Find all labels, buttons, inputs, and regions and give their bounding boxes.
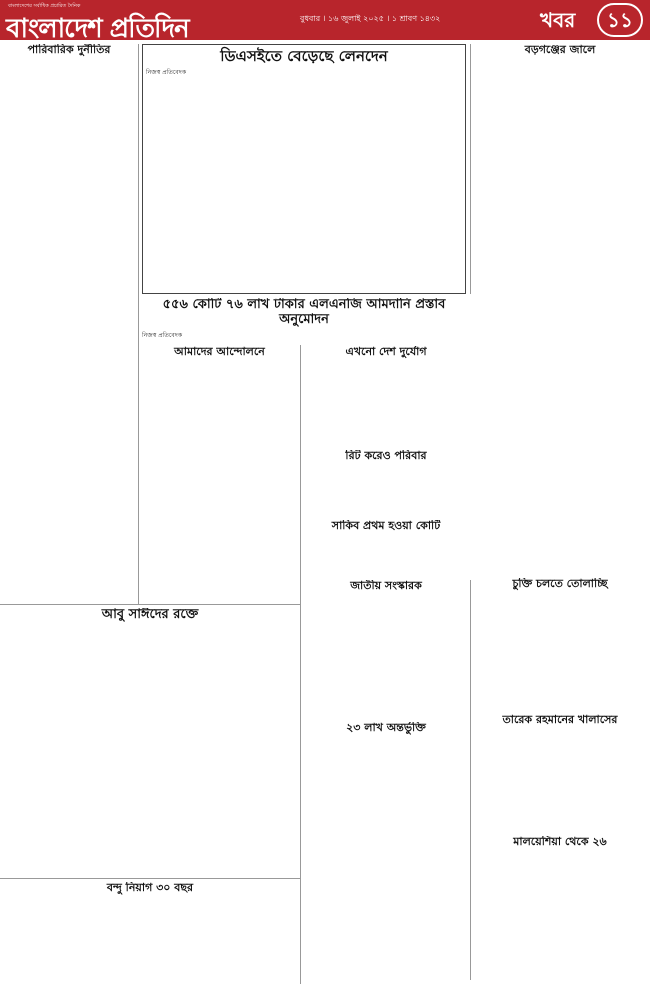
column-rule <box>470 44 471 294</box>
article-abu-sayeed <box>4 608 296 876</box>
headline: ডিএসইতে বেড়েছে লেনদেন <box>220 47 388 65</box>
headline: পারিবারিক দুর্নীতির <box>27 44 111 56</box>
article-national-reformer <box>304 580 468 720</box>
headline: সাকিব প্রথম হওয়া কোটি <box>331 520 441 532</box>
headline: বন্দু নিয়াগ ৩০ বছর <box>106 882 194 894</box>
section-name: খবর <box>540 8 576 32</box>
masthead <box>0 0 650 44</box>
column-rule <box>300 345 301 984</box>
headline: ২৩ লাখ অন্তর্ভুক্তি <box>346 722 426 734</box>
article-country-disaster <box>304 346 468 448</box>
article-dse-trading <box>142 44 466 294</box>
article-family-corruption <box>4 44 134 602</box>
date-line: বুধবার । ১৬ জুলাই ২০২৫ । ১ শ্রাবণ ১৪৩২ <box>300 14 441 23</box>
headline: আবু সাঈদের রক্তে <box>101 608 199 622</box>
article-contract <box>474 578 646 712</box>
article-movement <box>142 346 297 602</box>
headline: মালয়েশিয়া থেকে ২৬ <box>513 836 607 848</box>
newspaper-logo <box>6 2 189 46</box>
article-writ-family <box>304 450 468 518</box>
headline: চুক্তি চলতে তোলাচ্ছি <box>512 578 608 590</box>
headline: এখনো দেশ দুর্যোগ <box>345 346 427 358</box>
article-bondu-30-years <box>4 882 296 982</box>
article-sakib-crore <box>304 520 468 578</box>
logo-text: বাংলাদেশ প্রতিদিন <box>6 14 189 44</box>
article-lng-import <box>142 298 466 344</box>
article-borogonj <box>474 44 646 574</box>
column-rule <box>470 580 471 980</box>
row-rule <box>0 878 300 879</box>
headline: বড়গঞ্জের জালে <box>524 44 596 56</box>
headline: রিট করেও পরিবার <box>345 450 427 462</box>
tagline: বাংলাদেশের সর্বাধিক প্রচারিত দৈনিক <box>8 3 81 9</box>
column-rule <box>138 44 139 604</box>
headline: তারেক রহমানের খালাসের <box>502 714 618 726</box>
article-malaysia <box>474 836 646 982</box>
article-23-lakh <box>304 722 468 982</box>
row-rule <box>0 604 300 605</box>
headline: জাতীয় সংস্কারক <box>350 580 422 592</box>
headline: আমাদের আন্দোলনে <box>174 346 265 358</box>
page-number: ১১ <box>597 3 643 37</box>
byline: নিজস্ব প্রতিবেদক <box>142 331 183 339</box>
headline: ৫৫৬ কোটি ৭৬ লাখ টাকার এলএনজি আমদানি প্রস্তাব অনুমোদন <box>162 298 446 327</box>
byline: নিজস্ব প্রতিবেদক <box>146 69 187 77</box>
article-tarek-rahman <box>474 714 646 834</box>
